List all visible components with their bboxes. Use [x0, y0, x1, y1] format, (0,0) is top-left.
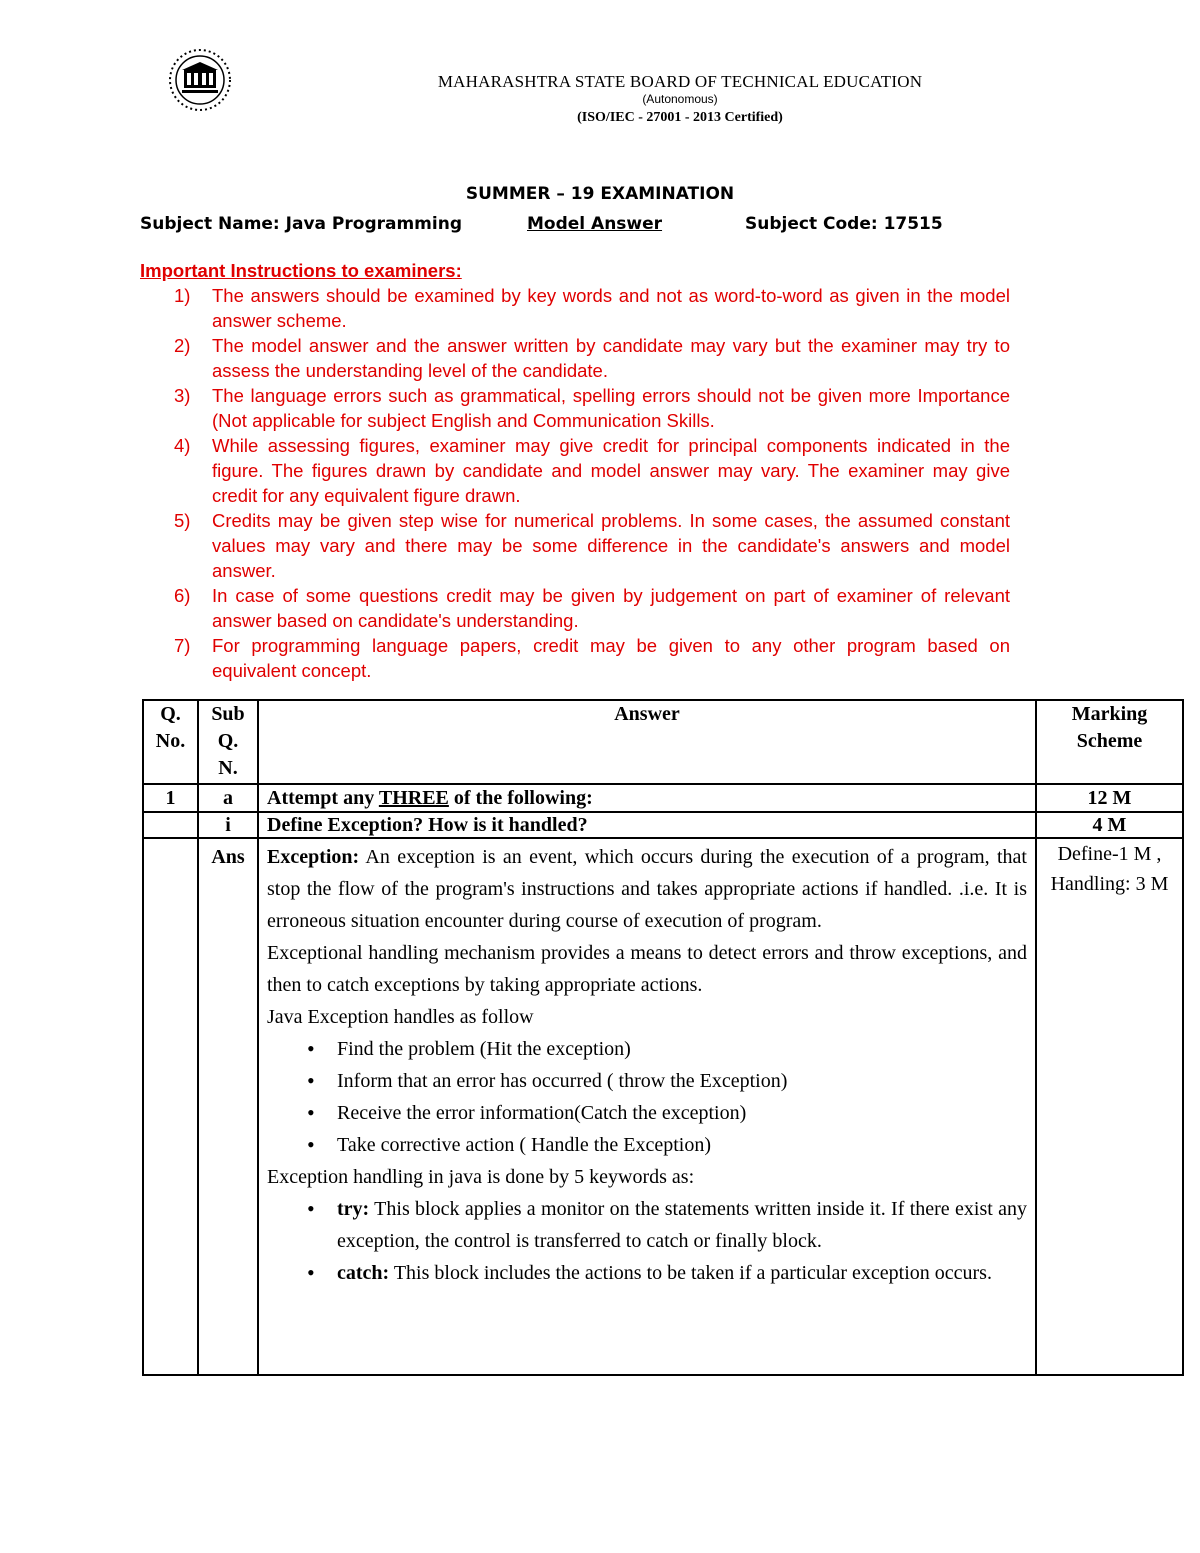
header-marking-scheme: Marking Scheme — [1036, 700, 1183, 784]
msbte-logo-icon — [160, 40, 240, 120]
subject-name: Subject Name: Java Programming — [140, 214, 462, 234]
instruction-item: 4) While assessing figures, examiner may give credit for principal components indicated in the figure. The figures drawn by candidate and model answer may vary. The examiner may give credit for any equivalent figure drawn. — [174, 435, 1010, 506]
instruction-item: 3) The language errors such as grammatical, spelling errors should not be given more Importance (Not applicable for subject English and Communication Skills. — [174, 385, 1010, 431]
sub-q: i — [198, 812, 258, 838]
subject-code: Subject Code: 17515 — [745, 214, 943, 234]
header-answer: Answer — [258, 700, 1036, 784]
keywords-intro: Exception handling in java is done by 5 keywords as: — [267, 1166, 695, 1188]
exam-title: SUMMER – 19 EXAMINATION — [465, 184, 735, 204]
question-text: Define Exception? How is it handled? — [258, 812, 1036, 838]
instructions — [140, 258, 1010, 683]
header-sub-q: Sub Q. N. — [198, 700, 258, 784]
board-name: MAHARASHTRA STATE BOARD OF TECHNICAL EDUCATION — [437, 72, 923, 91]
question-text: Attempt any THREE of the following: — [258, 784, 1036, 812]
marking-scheme: Define-1 M , Handling: 3 M — [1036, 838, 1183, 1375]
list-item: • catch: This block includes the actions to be taken if a particular exception occurs. — [337, 1257, 1027, 1289]
marks: 12 M — [1036, 784, 1183, 812]
list-item: • Inform that an error has occurred ( throw the Exception) — [337, 1065, 1027, 1097]
instruction-item: 6) In case of some questions credit may be given by judgement on part of examiner of relevant answer based on candidate's understanding. — [174, 585, 1010, 631]
header-q-no: Q. No. — [143, 700, 198, 784]
handles-intro: Java Exception handles as follow — [267, 1006, 534, 1028]
list-item: • Take corrective action ( Handle the Exception) — [337, 1129, 1027, 1161]
table-row — [143, 784, 1183, 812]
list-item: • try: This block applies a monitor on the statements written inside it. If there exist any exception, the control is transferred to catch or finally block. — [337, 1193, 1027, 1257]
instructions-title: Important Instructions to examiners: — [140, 260, 462, 281]
instruction-item: 7) For programming language papers, credit may be given to any other program based on equivalent concept. — [174, 635, 1010, 681]
board-header — [330, 72, 1030, 126]
q-number: 1 — [143, 784, 198, 812]
handling-paragraph: Exceptional handling mechanism provides a means to detect errors and throw exceptions, and then to catch exceptions by taking appropriate actions. — [267, 942, 1027, 996]
ans-label: Ans — [198, 838, 258, 1375]
table-row — [143, 812, 1183, 838]
instruction-item: 1) The answers should be examined by key words and not as word-to-word as given in the model answer scheme. — [174, 285, 1010, 331]
list-item: • Find the problem (Hit the exception) — [337, 1033, 1027, 1065]
table-row — [143, 838, 1183, 1375]
model-answer-label: Model Answer — [527, 214, 663, 234]
instruction-item: 5) Credits may be given step wise for numerical problems. In some cases, the assumed constant values may vary and there may be some difference in the candidate's answers and model answer. — [174, 510, 1010, 581]
handling-steps — [267, 1033, 1027, 1161]
board-autonomous: (Autonomous) — [642, 91, 718, 106]
sub-q: a — [198, 784, 258, 812]
instruction-item: 2) The model answer and the answer written by candidate may vary but the examiner may try to assess the understanding level of the candidate. — [174, 335, 1010, 381]
instructions-list — [140, 283, 1010, 683]
board-iso: (ISO/IEC - 27001 - 2013 Certified) — [577, 110, 783, 126]
answer-table — [142, 699, 1184, 1376]
keywords-list — [267, 1193, 1027, 1289]
marks: 4 M — [1036, 812, 1183, 838]
answer-content — [258, 838, 1036, 1375]
table-header-row — [143, 700, 1183, 784]
exception-definition: Exception: An exception is an event, which occurs during the execution of a program, that stop the flow of the program's instructions and takes appropriate actions if handled. .i.e. It is erroneous situation encounter during course of execution of program. — [267, 846, 1027, 932]
list-item: • Receive the error information(Catch the exception) — [337, 1097, 1027, 1129]
